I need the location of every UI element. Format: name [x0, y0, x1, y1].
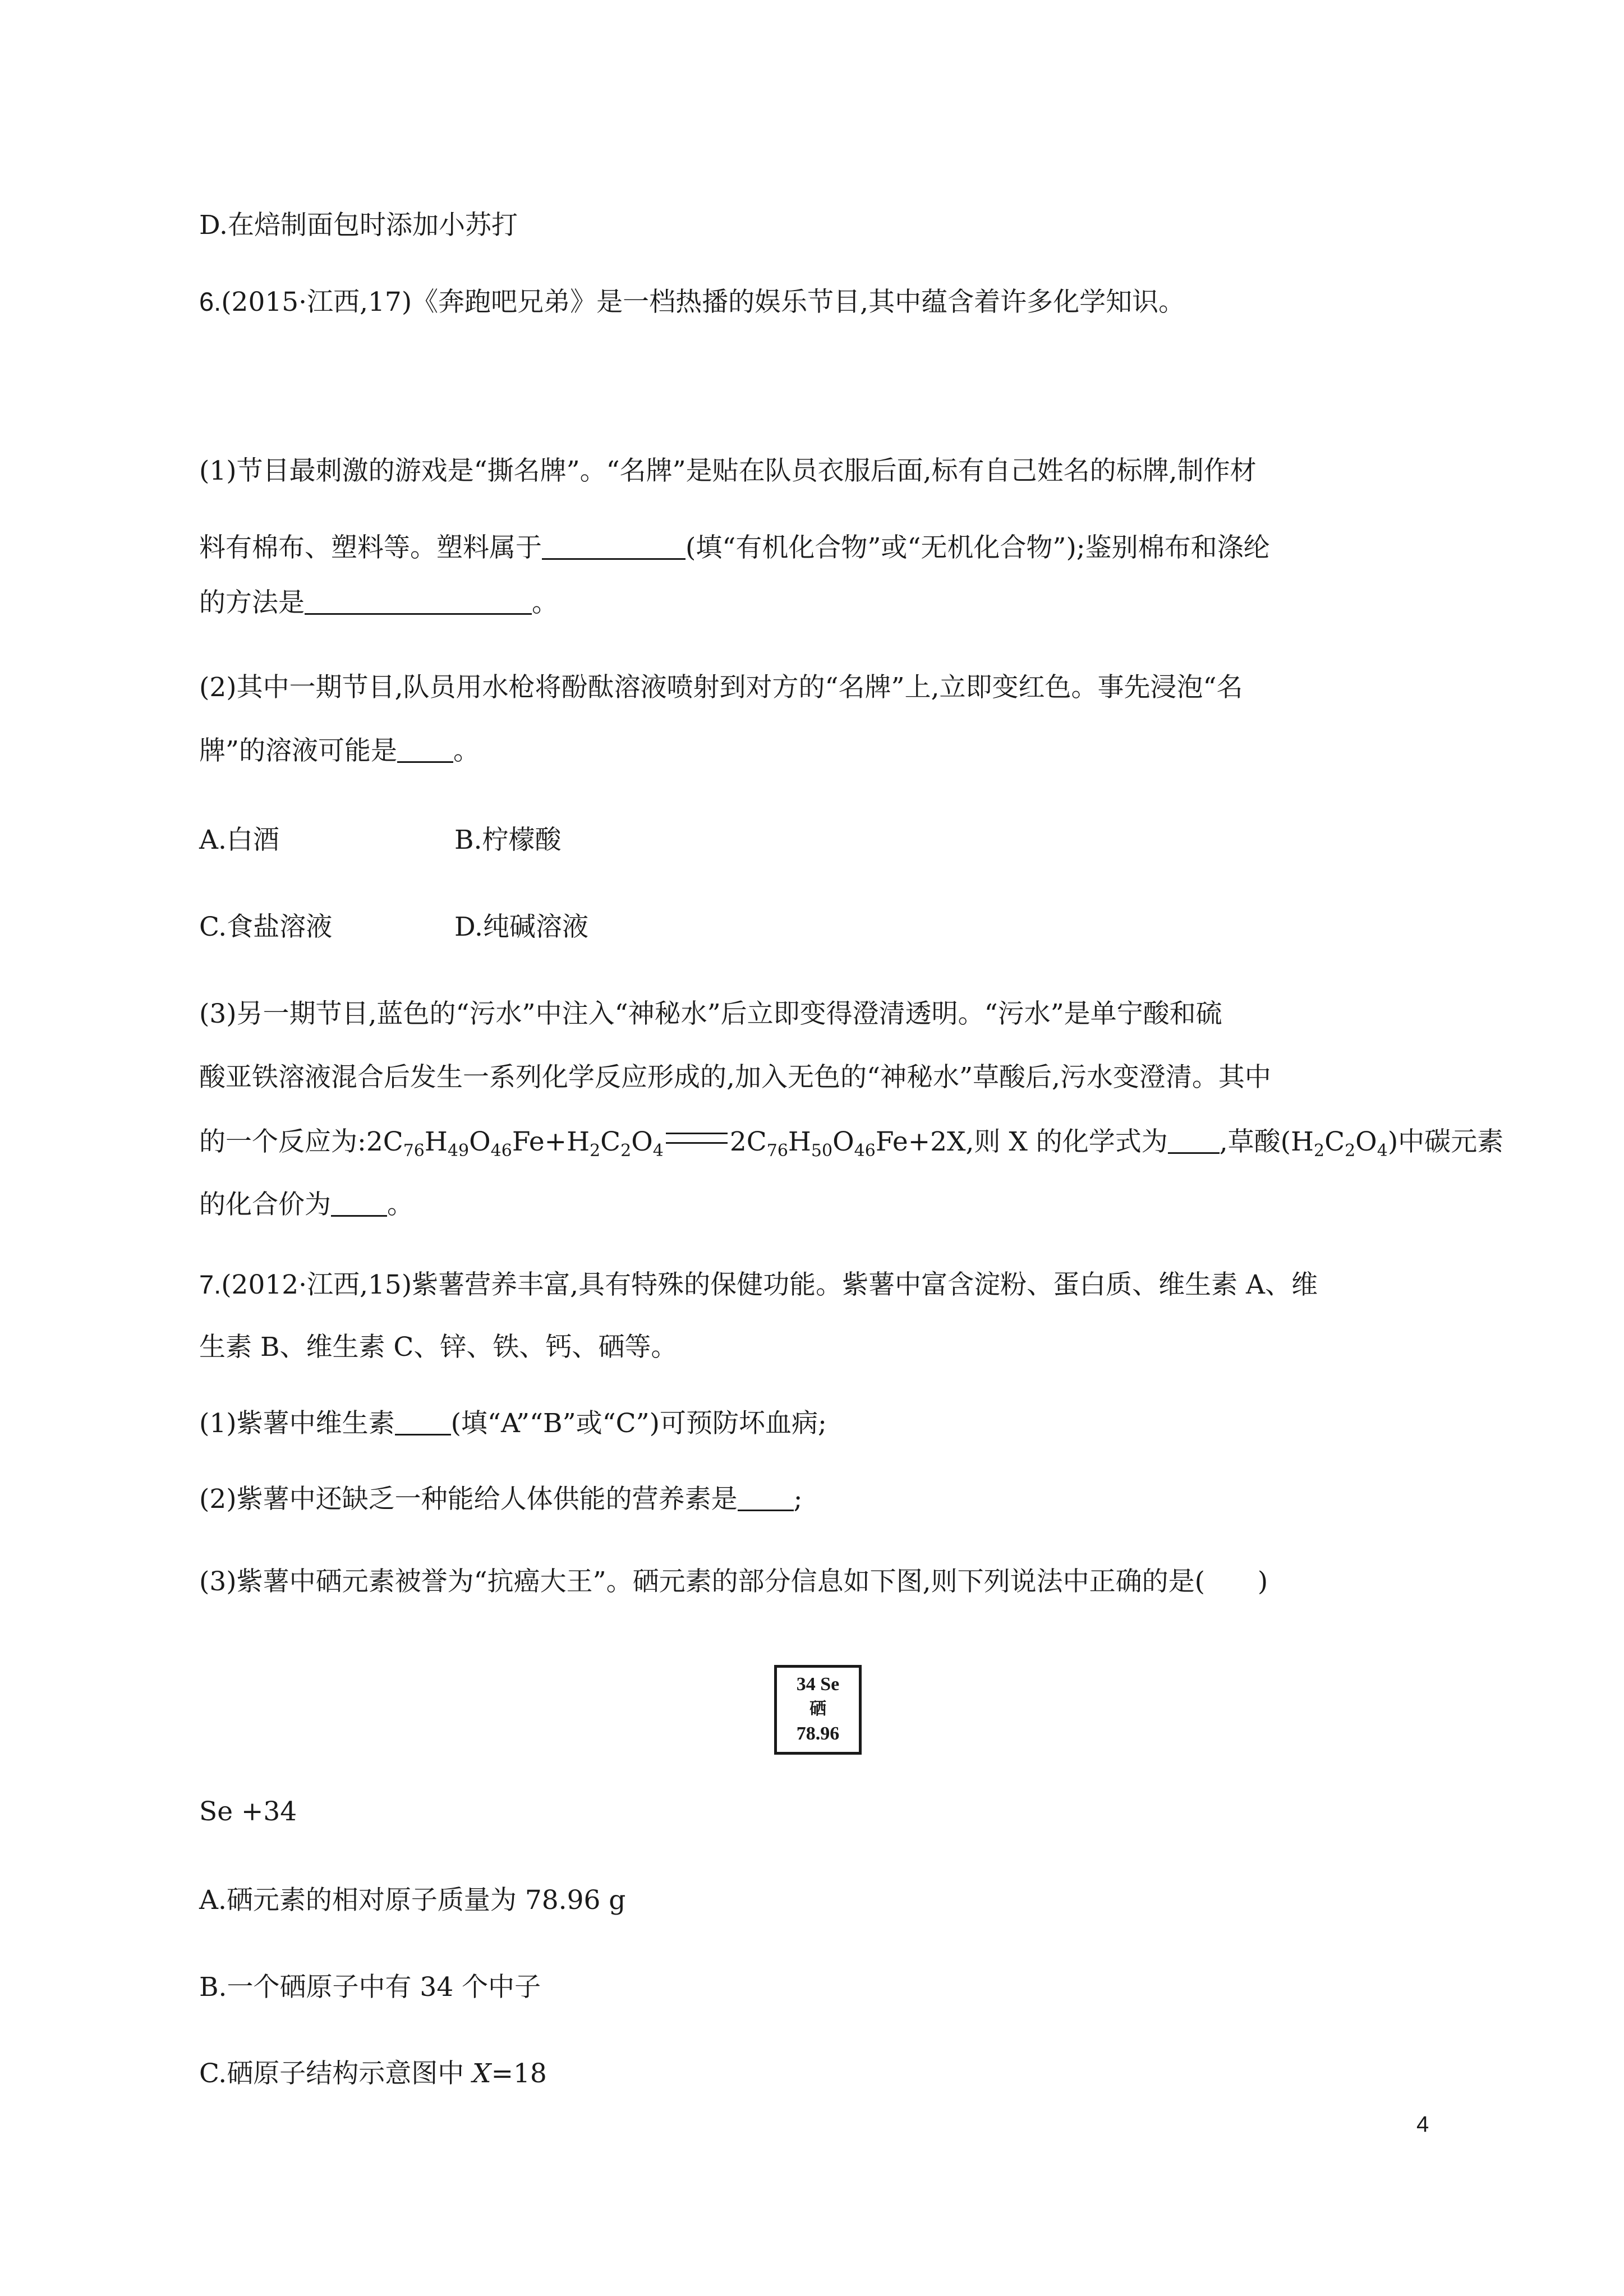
q6-part1-line3: 的方法是 。 [199, 587, 558, 618]
q6-part2-line2: 牌”的溶液可能是 。 [199, 735, 480, 766]
q7-option-b: B.一个硒原子中有 34 个中子 [199, 1972, 541, 2003]
element-name: 硒 [809, 1699, 826, 1719]
question-6-stem: 6.(2015·江西,17)《奔跑吧兄弟》是一档热播的娱乐节目,其中蕴含着许多化学知识。 [199, 287, 1185, 318]
q7-part3: (3)紫薯中硒元素被誉为“抗癌大王”。硒元素的部分信息如下图,则下列说法中正确的是( ) [199, 1566, 1268, 1597]
equals-sign [666, 1133, 728, 1144]
option-c: C.食盐溶液 [199, 912, 333, 942]
oxalic-formula: $H_2C_2O_4$ [1291, 1126, 1388, 1161]
option-b: B.柠檬酸 [454, 825, 562, 855]
q6-part2-line1: (2)其中一期节目,队员用水枪将酚酞溶液喷射到对方的“名牌”上,立即变红色。事先浸泡“名 [199, 672, 1243, 703]
answer-blank-solution[interactable] [397, 735, 453, 763]
q6-part3-line3: 的一个反应为$:2C_{76}H_{49}O_{46}Fe+H_2C_2O_4$ $2C_{76}H_{50}O_{46}Fe+2X$,则 X 的化学式为 ,草酸$(H_2C_2O_4)$中碳元素 [199, 1126, 1504, 1161]
q7-part1: (1)紫薯中维生素 (填“A”“B”或“C”)可预防坏血病; [199, 1408, 827, 1439]
q6-part1-line1: (1)节目最刺激的游戏是“撕名牌”。“名牌”是贴在队员衣服后面,标有自己姓名的标牌,制作材 [199, 455, 1257, 486]
element-mass: 78.96 [796, 1723, 840, 1744]
options-row-cd [199, 910, 872, 944]
selenium-element-card [774, 1665, 862, 1755]
answer-blank-valence[interactable] [331, 1189, 387, 1217]
options-row-ab [199, 823, 872, 857]
question-7-number: 7. [199, 1269, 222, 1299]
q7-option-a: A.硒元素的相对原子质量为 78.96 g [199, 1885, 626, 1916]
answer-blank-plastic[interactable] [542, 532, 686, 560]
q6-part3-line2: 酸亚铁溶液混合后发生一系列化学反应形成的,加入无色的“神秘水”草酸后,污水变澄清。其中 [199, 1062, 1271, 1093]
option-d: D.纯碱溶液 [454, 912, 588, 942]
q6-part3-line1: (3)另一期节目,蓝色的“污水”中注入“神秘水”后立即变得澄清透明。“污水”是单宁酸和硫 [199, 999, 1222, 1029]
q6-part1-line2: 料有棉布、塑料等。塑料属于 (填“有机化合物”或“无机化合物”);鉴别棉布和涤纶 [199, 532, 1270, 563]
selenium-label: Se +34 [199, 1796, 297, 1827]
answer-blank-method[interactable] [305, 587, 532, 615]
question-6-number: 6. [199, 287, 222, 316]
answer-blank-nutrient[interactable] [738, 1484, 794, 1511]
question-7-stem-2: 生素 B、维生素 C、锌、铁、钙、硒等。 [199, 1332, 678, 1363]
prev-option-d: D.在焙制面包时添加小苏打 [199, 210, 518, 241]
question-7-stem: 7.(2012·江西,15)紫薯营养丰富,具有特殊的保健功能。紫薯中富含淀粉、蛋白质、维生素 A、维 [199, 1269, 1318, 1300]
q7-part2: (2)紫薯中还缺乏一种能给人体供能的营养素是 ; [199, 1484, 803, 1515]
q6-part3-line4: 的化合价为 。 [199, 1189, 413, 1220]
reaction-equation: $2C_{76}H_{49}O_{46}Fe+H_2C_2O_4$ $2C_{76}H_{50}O_{46}Fe+2X$ [366, 1126, 966, 1161]
answer-blank-formula[interactable] [1168, 1126, 1220, 1154]
option-a: A.白酒 [199, 825, 279, 855]
answer-blank-vitamin[interactable] [395, 1408, 451, 1435]
page-number: 4 [1416, 2112, 1429, 2137]
element-number-symbol: 34 Se [796, 1674, 840, 1695]
q7-option-c: C.硒原子结构示意图中 X=18 [199, 2058, 547, 2089]
